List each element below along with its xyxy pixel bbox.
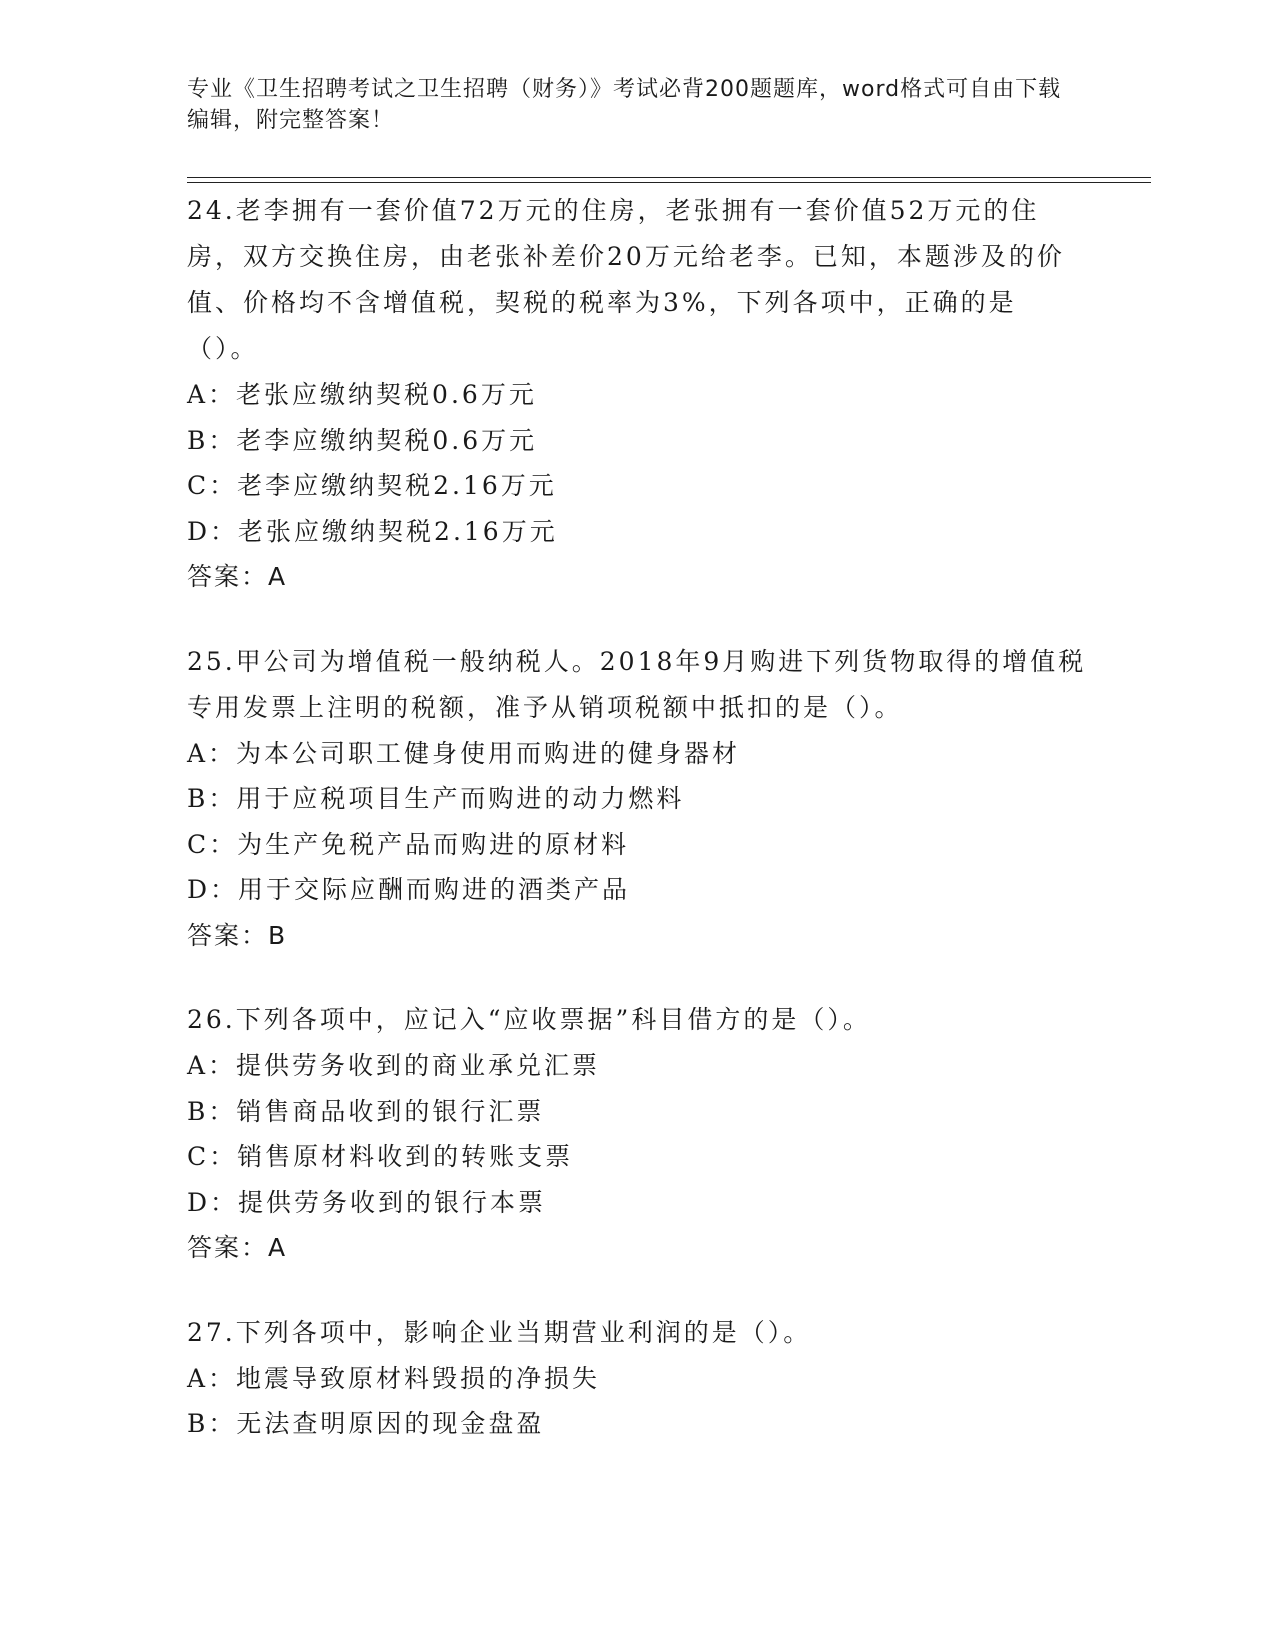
option-b: B：无法查明原因的现金盘盈 [187, 1409, 545, 1438]
option-c: C：销售原材料收到的转账支票 [187, 1142, 574, 1171]
option-d: D：用于交际应酬而购进的酒类产品 [187, 875, 631, 904]
option-b: B：销售商品收到的银行汇票 [187, 1096, 545, 1126]
option-c: C：为生产免税产品而购进的原材料 [187, 829, 630, 859]
header-divider-bottom [187, 182, 1151, 183]
question-26 [187, 997, 1087, 1271]
answer-line: 答案：A [187, 1233, 288, 1262]
question-25 [187, 639, 1087, 959]
option-d: D：老张应缴纳契税2.16万元 [187, 516, 558, 546]
question-list [187, 188, 1087, 1486]
question-24 [187, 188, 1087, 600]
option-a: A：老张应缴纳契税0.6万元 [187, 380, 537, 409]
option-d: D：提供劳务收到的银行本票 [187, 1187, 547, 1217]
option-a: A：提供劳务收到的商业承兑汇票 [187, 1051, 601, 1080]
option-a: A：为本公司职工健身使用而购进的健身器材 [187, 738, 741, 768]
answer-line: 答案：B [187, 920, 288, 950]
question-stem: 26.下列各项中，应记入“应收票据”科目借方的是（）。 [187, 1005, 871, 1034]
option-c: C：老李应缴纳契税2.16万元 [187, 471, 557, 500]
header-divider-top [187, 177, 1151, 178]
question-stem: 27.下列各项中，影响企业当期营业利润的是（）。 [187, 1317, 812, 1347]
question-27 [187, 1310, 1087, 1447]
question-stem: 25.甲公司为增值税一般纳税人。2018年9月购进下列货物取得的增值税专用发票上注明的税额，准予从销项税额中抵扣的是（）。 [187, 646, 1087, 722]
option-a: A：地震导致原材料毁损的净损失 [187, 1363, 601, 1393]
answer-line: 答案：A [187, 562, 288, 591]
option-b: B：老李应缴纳契税0.6万元 [187, 425, 538, 455]
question-stem: 24.老李拥有一套价值72万元的住房，老张拥有一套价值52万元的住房，双方交换住房，由老张补差价20万元给老李。已知，本题涉及的价值、价格均不含增值税，契税的税率为3%，下列各项中，正确的是（）。 [187, 196, 1065, 363]
option-b: B：用于应税项目生产而购进的动力燃料 [187, 784, 685, 813]
document-header: 专业《卫生招聘考试之卫生招聘（财务）》考试必背200题题库，word格式可自由下载编辑，附完整答案！ [187, 77, 1062, 133]
